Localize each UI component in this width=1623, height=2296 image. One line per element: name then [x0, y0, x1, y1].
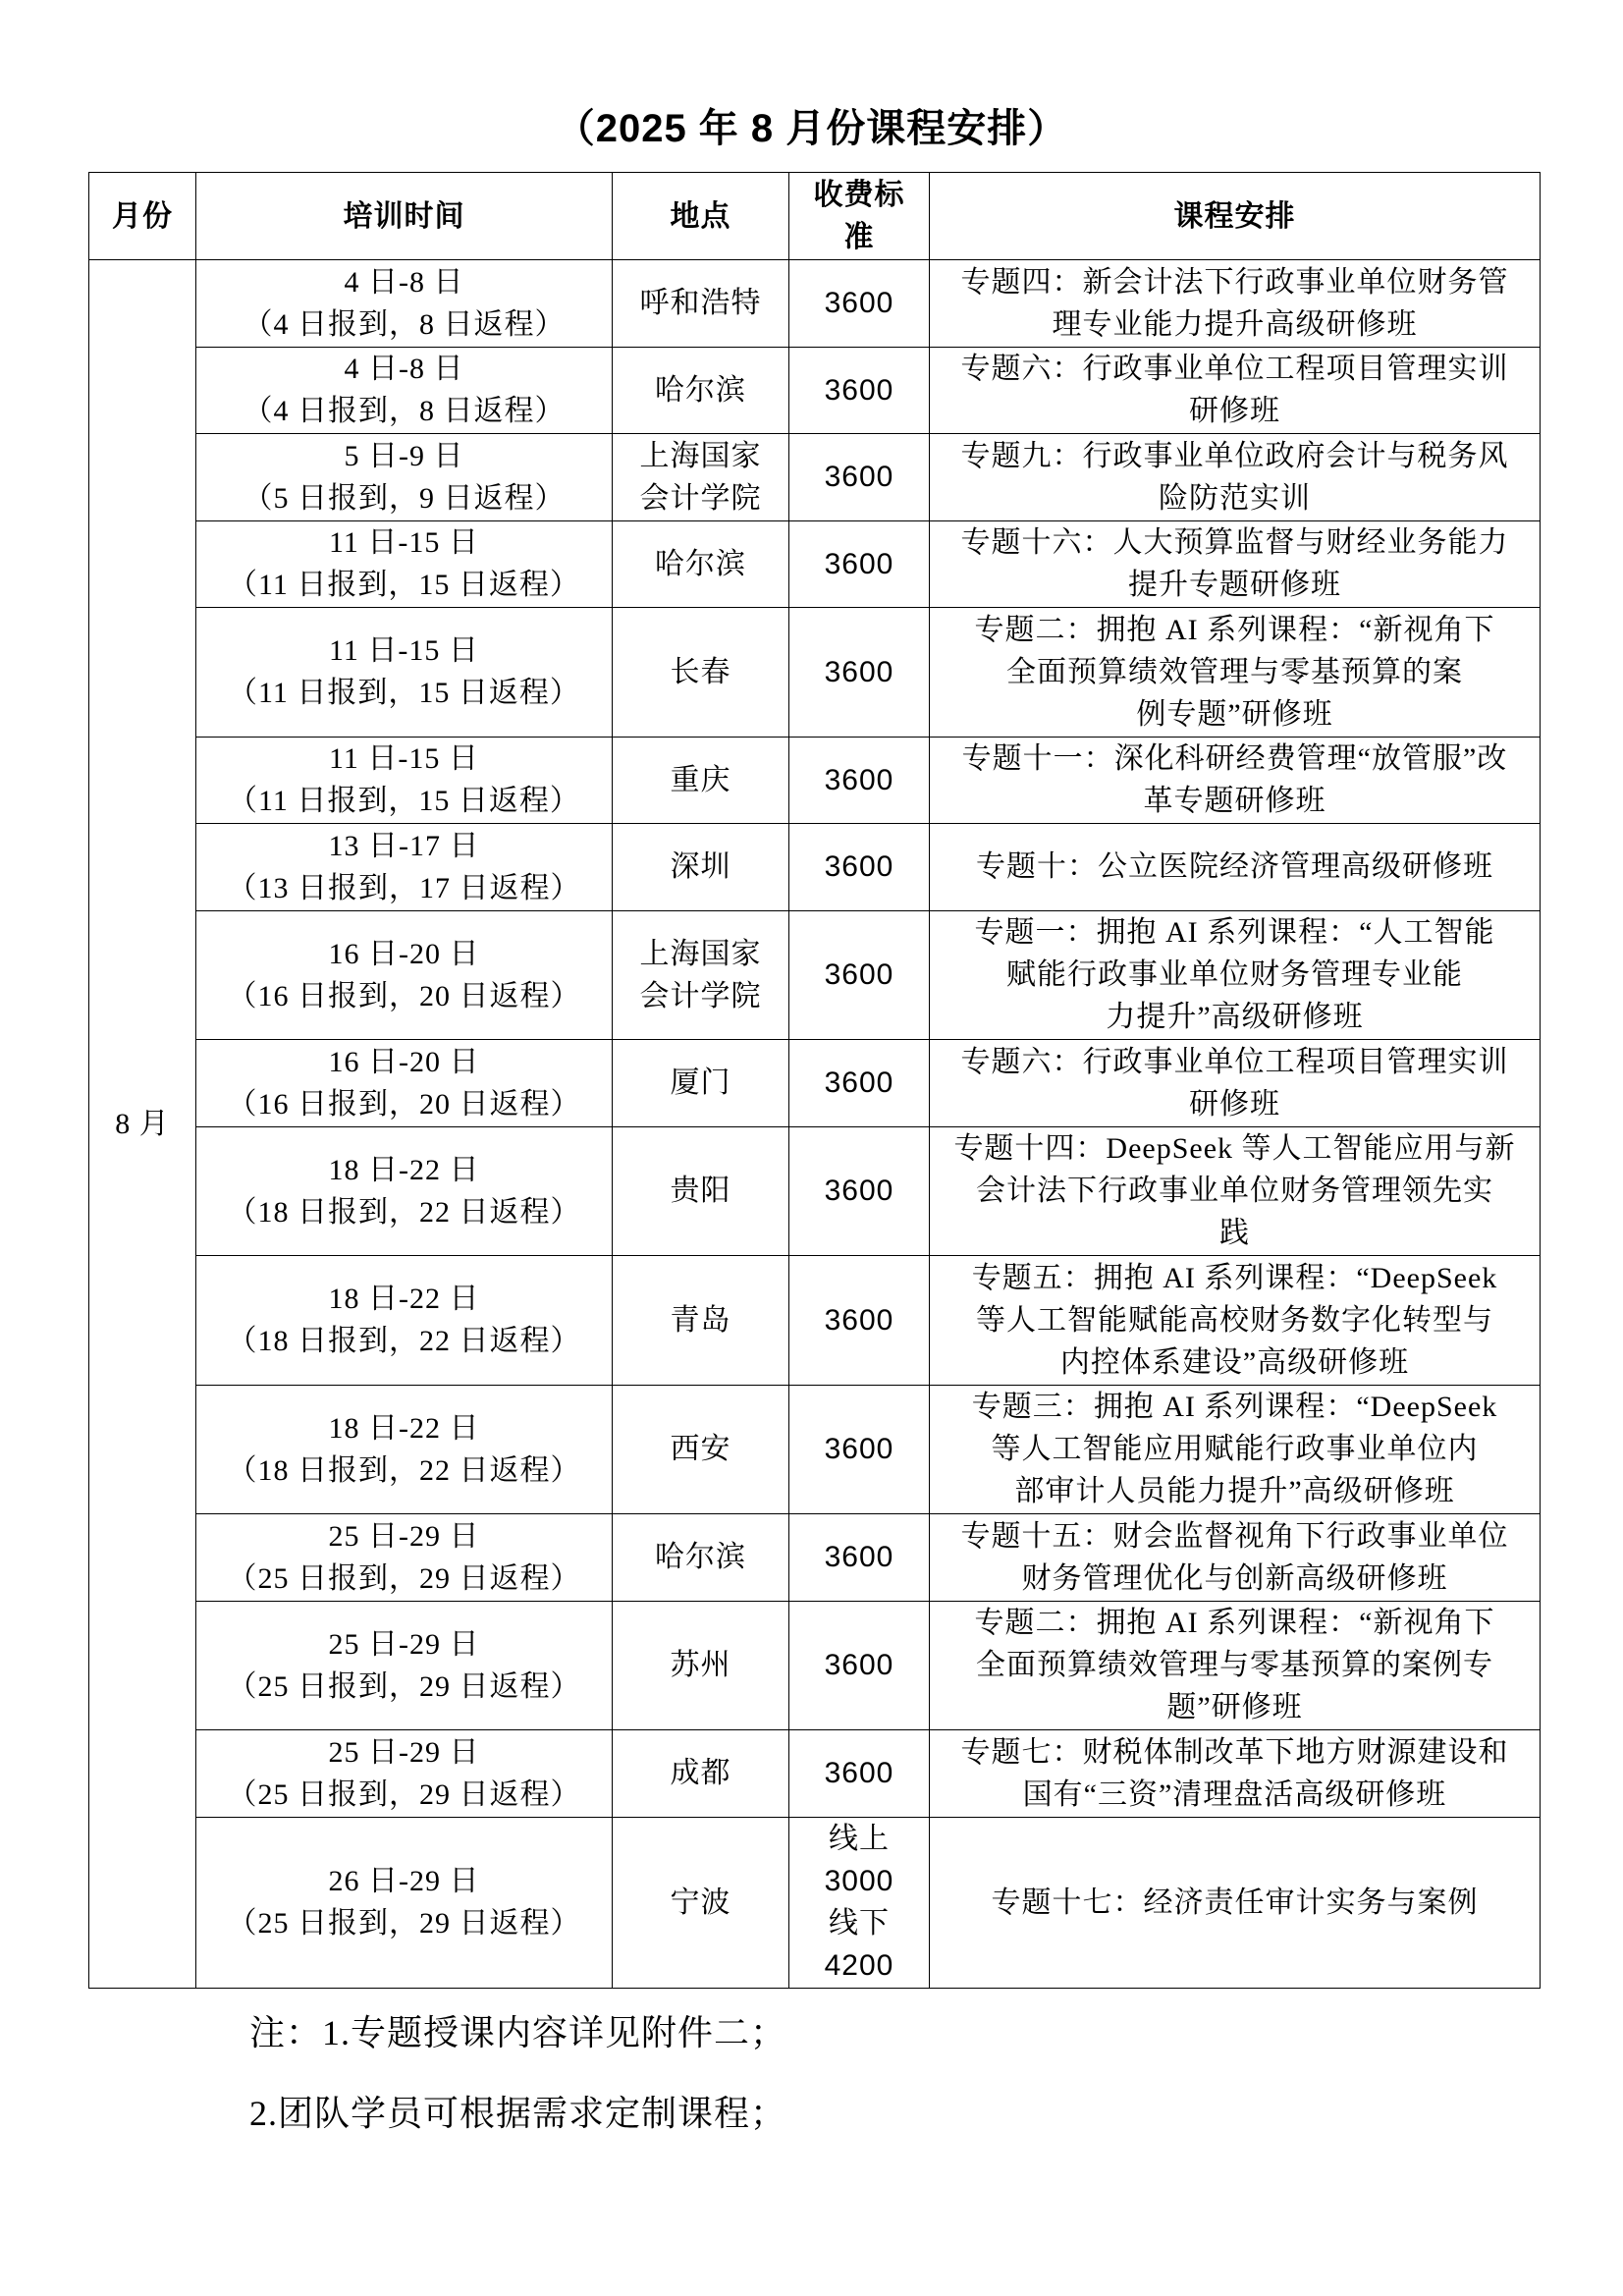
date-cell — [196, 1256, 613, 1386]
date-cell — [196, 1514, 613, 1602]
location-cell — [613, 434, 789, 521]
course-line: 赋能行政事业单位财务管理专业能 — [1006, 958, 1463, 992]
date-line: 18 日-22 日 — [328, 1411, 480, 1445]
course-cell — [930, 910, 1541, 1040]
location-line: 长春 — [670, 655, 731, 688]
date-line: （16 日报到，20 日返程） — [227, 979, 581, 1012]
month-label: 8 月 — [115, 1107, 170, 1140]
course-cell — [930, 520, 1541, 608]
month-cell — [89, 260, 196, 1989]
course-cell — [930, 1730, 1541, 1818]
header-training-time — [196, 173, 613, 260]
course-line: 全面预算绩效管理与零基预算的案 — [1006, 655, 1463, 688]
course-line: 专题五：拥抱 AI 系列课程：“DeepSeek — [971, 1261, 1498, 1294]
location-line: 苏州 — [670, 1649, 731, 1682]
table-row — [89, 1256, 1541, 1386]
course-line: 专题一：拥抱 AI 系列课程：“人工智能 — [974, 916, 1495, 950]
date-cell — [196, 520, 613, 608]
date-cell — [196, 434, 613, 521]
date-line: （16 日报到，20 日返程） — [227, 1087, 581, 1121]
fee-line: 3600 — [824, 1303, 894, 1337]
date-cell — [196, 347, 613, 434]
location-line: 青岛 — [670, 1303, 731, 1337]
fee-line: 3600 — [824, 1433, 894, 1466]
fee-line: 3600 — [824, 1066, 894, 1100]
fee-cell — [789, 1385, 930, 1514]
header-month — [89, 173, 196, 260]
fee-cell — [789, 1601, 930, 1730]
course-line: 专题十五：财会监督视角下行政事业单位 — [960, 1519, 1509, 1553]
date-line: 18 日-22 日 — [328, 1283, 480, 1316]
course-line: 题”研修班 — [1166, 1691, 1303, 1724]
table-header — [89, 173, 1541, 260]
fee-line: 3600 — [824, 287, 894, 320]
date-cell — [196, 910, 613, 1040]
table-row — [89, 608, 1541, 738]
course-line: 专题十七：经济责任审计实务与案例 — [991, 1886, 1479, 1919]
location-cell — [613, 1256, 789, 1386]
fee-line: 3600 — [824, 461, 894, 494]
location-cell — [613, 1040, 789, 1127]
schedule-table — [88, 172, 1541, 1989]
course-line: 财务管理优化与创新高级研修班 — [1021, 1561, 1448, 1595]
fee-line: 线下 — [829, 1907, 890, 1940]
course-cell — [930, 824, 1541, 911]
date-line: （4 日报到，8 日返程） — [243, 307, 566, 341]
course-line: 部审计人员能力提升”高级研修班 — [1014, 1475, 1455, 1508]
date-cell — [196, 737, 613, 824]
table-row — [89, 1817, 1541, 1988]
date-cell — [196, 1817, 613, 1988]
table-row — [89, 1601, 1541, 1730]
date-line: 26 日-29 日 — [328, 1865, 480, 1897]
course-line: 专题二：拥抱 AI 系列课程：“新视角下 — [974, 1607, 1495, 1640]
date-line: 13 日-17 日 — [328, 829, 480, 862]
date-line: 11 日-15 日 — [329, 634, 479, 668]
fee-cell — [789, 608, 930, 738]
date-line: 18 日-22 日 — [328, 1153, 480, 1186]
location-line: 上海国家 — [639, 937, 762, 970]
date-line: （25 日报到，29 日返程） — [227, 1669, 581, 1703]
date-line: 4 日-8 日 — [344, 353, 464, 386]
location-line: 成都 — [670, 1757, 731, 1790]
date-line: 16 日-20 日 — [328, 937, 480, 970]
date-line: 4 日-8 日 — [344, 265, 464, 299]
course-cell — [930, 347, 1541, 434]
course-cell — [930, 1256, 1541, 1386]
location-line: 宁波 — [670, 1886, 731, 1919]
fee-cell — [789, 1040, 930, 1127]
course-line: 研修班 — [1189, 1087, 1280, 1121]
header-fee-label: 收费标准 — [813, 179, 905, 253]
date-line: （11 日报到，15 日返程） — [228, 785, 580, 818]
note-line: 2.团队学员可根据需求定制课程； — [249, 2094, 787, 2133]
date-cell — [196, 1730, 613, 1818]
table-row — [89, 1514, 1541, 1602]
fee-line: 3600 — [824, 373, 894, 407]
course-line: 专题十六：人大预算监督与财经业务能力 — [960, 526, 1509, 560]
course-line: 专题十一：深化科研经费管理“放管服”改 — [961, 742, 1508, 776]
table-row — [89, 910, 1541, 1040]
course-cell — [930, 260, 1541, 348]
fee-line: 线上 — [829, 1823, 890, 1855]
header-course — [930, 173, 1541, 260]
date-line: 5 日-9 日 — [344, 439, 464, 472]
table-row — [89, 1040, 1541, 1127]
fee-cell — [789, 434, 930, 521]
fee-line: 3600 — [824, 850, 894, 884]
course-line: 例专题”研修班 — [1136, 697, 1333, 731]
course-line: 专题九：行政事业单位政府会计与税务风 — [960, 439, 1509, 472]
course-cell — [930, 434, 1541, 521]
location-cell — [613, 1730, 789, 1818]
header-row — [89, 173, 1541, 260]
date-line: （25 日报到，29 日返程） — [227, 1561, 581, 1595]
date-line: （25 日报到，29 日返程） — [227, 1777, 581, 1811]
fee-cell — [789, 824, 930, 911]
date-line: 25 日-29 日 — [328, 1627, 480, 1661]
location-line: 哈尔滨 — [655, 547, 746, 580]
course-line: 专题三：拥抱 AI 系列课程：“DeepSeek — [971, 1391, 1498, 1424]
table-row — [89, 1385, 1541, 1514]
fee-cell — [789, 1817, 930, 1988]
table-row — [89, 520, 1541, 608]
fee-cell — [789, 910, 930, 1040]
location-line: 厦门 — [670, 1066, 731, 1100]
location-cell — [613, 1126, 789, 1256]
header-fee — [789, 173, 930, 260]
schedule-body — [89, 260, 1541, 1989]
fee-line: 3600 — [824, 547, 894, 580]
location-cell — [613, 910, 789, 1040]
location-cell — [613, 520, 789, 608]
course-line: 险防范实训 — [1159, 481, 1311, 515]
course-line: 专题十：公立医院经济管理高级研修班 — [976, 850, 1493, 884]
table-row — [89, 434, 1541, 521]
table-row — [89, 347, 1541, 434]
date-line: 16 日-20 日 — [328, 1045, 480, 1078]
location-cell — [613, 1385, 789, 1514]
fee-cell — [789, 737, 930, 824]
course-cell — [930, 1601, 1541, 1730]
table-row — [89, 1126, 1541, 1256]
date-cell — [196, 1385, 613, 1514]
course-line: 专题四：新会计法下行政事业单位财务管 — [960, 265, 1509, 299]
fee-line: 4200 — [824, 1949, 894, 1982]
location-cell — [613, 1601, 789, 1730]
course-line: 力提升”高级研修班 — [1106, 1001, 1364, 1034]
location-cell — [613, 347, 789, 434]
location-line: 会计学院 — [639, 979, 762, 1012]
course-line: 等人工智能赋能高校财务数字化转型与 — [976, 1303, 1493, 1337]
header-course-label: 课程安排 — [1173, 199, 1296, 233]
date-line: （5 日报到，9 日返程） — [243, 481, 566, 515]
course-cell — [930, 1126, 1541, 1256]
date-line: （4 日报到，8 日返程） — [243, 395, 566, 428]
location-line: 深圳 — [670, 850, 731, 884]
location-cell — [613, 608, 789, 738]
location-line: 贵阳 — [670, 1175, 731, 1208]
course-line: 提升专题研修班 — [1128, 569, 1341, 602]
location-line: 哈尔滨 — [655, 373, 746, 407]
fee-line: 3600 — [824, 1649, 894, 1682]
date-cell — [196, 824, 613, 911]
course-line: 等人工智能应用赋能行政事业单位内 — [991, 1433, 1479, 1466]
course-line: 研修班 — [1189, 395, 1280, 428]
fee-cell — [789, 1514, 930, 1602]
location-line: 西安 — [670, 1433, 731, 1466]
date-cell — [196, 1040, 613, 1127]
course-line: 会计法下行政事业单位财务管理领先实 — [976, 1175, 1493, 1208]
fee-line: 3600 — [824, 655, 894, 688]
date-cell — [196, 608, 613, 738]
location-line: 呼和浩特 — [639, 287, 762, 320]
course-line: 专题二：拥抱 AI 系列课程：“新视角下 — [974, 613, 1495, 646]
date-line: 25 日-29 日 — [328, 1519, 480, 1553]
fee-cell — [789, 1126, 930, 1256]
fee-cell — [789, 520, 930, 608]
table-row — [89, 824, 1541, 911]
fee-line: 3600 — [824, 1175, 894, 1208]
page-title: （2025 年 8 月份课程安排） — [555, 107, 1068, 150]
location-cell — [613, 1514, 789, 1602]
date-line: （18 日报到，22 日返程） — [227, 1325, 581, 1358]
date-line: （18 日报到，22 日返程） — [227, 1195, 581, 1229]
table-row — [89, 260, 1541, 348]
location-line: 重庆 — [670, 763, 731, 796]
course-cell — [930, 1040, 1541, 1127]
header-location-label: 地点 — [670, 199, 731, 233]
date-cell — [196, 1126, 613, 1256]
location-line: 哈尔滨 — [655, 1541, 746, 1574]
date-line: （11 日报到，15 日返程） — [228, 677, 580, 710]
location-line: 会计学院 — [639, 481, 762, 515]
fee-line: 3600 — [824, 763, 894, 796]
location-cell — [613, 737, 789, 824]
fee-cell — [789, 1256, 930, 1386]
course-cell — [930, 1514, 1541, 1602]
header-month-label: 月份 — [112, 199, 173, 233]
course-cell — [930, 608, 1541, 738]
date-line: 25 日-29 日 — [328, 1735, 480, 1769]
course-line: 内控体系建设”高级研修班 — [1059, 1345, 1410, 1379]
course-line: 专题十四：DeepSeek 等人工智能应用与新 — [953, 1132, 1516, 1166]
date-cell — [196, 260, 613, 348]
course-line: 理专业能力提升高级研修班 — [1052, 307, 1418, 341]
course-line: 专题六：行政事业单位工程项目管理实训 — [960, 1045, 1509, 1078]
date-line: （18 日报到，22 日返程） — [227, 1453, 581, 1487]
course-cell — [930, 1817, 1541, 1988]
course-line: 践 — [1219, 1217, 1250, 1250]
course-line: 革专题研修班 — [1143, 785, 1326, 818]
course-cell — [930, 737, 1541, 824]
location-line: 上海国家 — [639, 439, 762, 472]
fee-cell — [789, 260, 930, 348]
course-line: 专题七：财税体制改革下地方财源建设和 — [960, 1735, 1509, 1769]
header-location — [613, 173, 789, 260]
note-line: 注：1.专题授课内容详见附件二； — [249, 2013, 787, 2052]
fee-line: 3600 — [824, 958, 894, 992]
date-line: （13 日报到，17 日返程） — [227, 871, 581, 904]
location-cell — [613, 1817, 789, 1988]
course-cell — [930, 1385, 1541, 1514]
table-row — [89, 737, 1541, 824]
course-line: 专题六：行政事业单位工程项目管理实训 — [960, 353, 1509, 386]
date-line: （11 日报到，15 日返程） — [228, 569, 580, 602]
table-row — [89, 1730, 1541, 1818]
fee-line: 3000 — [824, 1865, 894, 1897]
location-cell — [613, 260, 789, 348]
date-line: （25 日报到，29 日返程） — [227, 1907, 581, 1940]
date-line: 11 日-15 日 — [329, 742, 479, 776]
course-line: 国有“三资”清理盘活高级研修班 — [1022, 1777, 1447, 1811]
fee-cell — [789, 1730, 930, 1818]
fee-line: 3600 — [824, 1541, 894, 1574]
header-training-time-label: 培训时间 — [343, 199, 465, 233]
date-line: 11 日-15 日 — [329, 526, 479, 560]
date-cell — [196, 1601, 613, 1730]
fee-line: 3600 — [824, 1757, 894, 1790]
course-line: 全面预算绩效管理与零基预算的案例专 — [976, 1649, 1493, 1682]
location-cell — [613, 824, 789, 911]
fee-cell — [789, 347, 930, 434]
